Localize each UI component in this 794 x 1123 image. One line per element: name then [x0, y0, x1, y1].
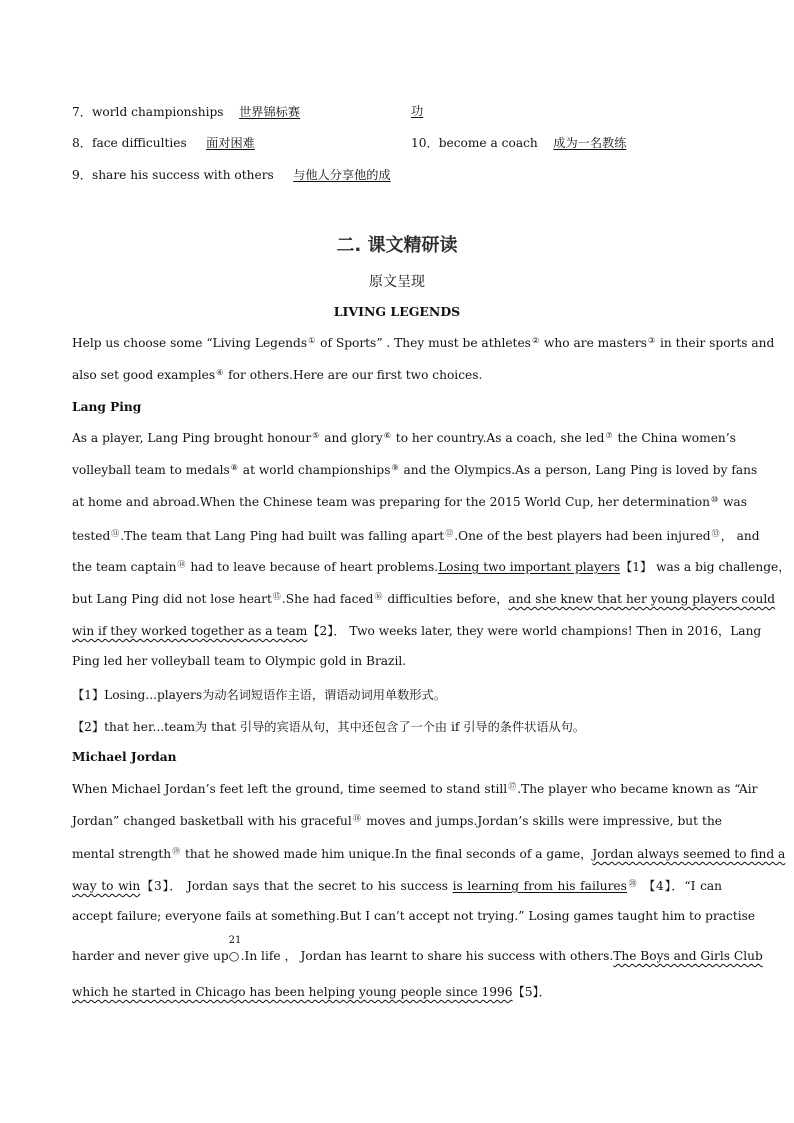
jordan-line-1: When Michael Jordan’s feet left the ground, time seemed to stand still⑰.The player who became known as “Air — [72, 782, 758, 796]
vocab-item-7 — [72, 103, 300, 120]
section-subtitle: 原文呈现 — [369, 274, 425, 290]
note-2: 【2】that her...team为 that 引导的宾语从句，其中还包含了一个由 if 引导的条件状语从句。 — [72, 720, 586, 734]
vocab-item-9 — [72, 166, 391, 183]
jordan-line-3: mental strength⑲ that he showed made him unique.In the final seconds of a game，Jordan always seemed to find a — [72, 847, 786, 861]
vocab-english: face difficulties — [91, 136, 187, 150]
vocab-overflow-char: 功 — [411, 104, 424, 118]
lang-ping-line-4: tested⑪.The team that Lang Ping had built was falling apart⑫.One of the best players had been injured⑬， and — [72, 529, 760, 543]
footnote-marker-21: 21 ○ — [228, 935, 242, 963]
section-title: 二. 课文精研读 — [336, 235, 458, 256]
lang-ping-line-1: As a player, Lang Ping brought honour⑤ and glory⑥ to her country.As a coach, she led⑦ the China women’s — [72, 431, 736, 445]
vocab-english: become a coach — [438, 136, 538, 150]
vocab-english: world championships — [91, 105, 224, 119]
vocab-chinese: 面对困难 — [206, 136, 255, 150]
vocab-number: 10． — [411, 136, 439, 150]
vocab-number: 8． — [72, 136, 92, 150]
article-title: LIVING LEGENDS — [333, 304, 461, 319]
vocab-item-8 — [72, 134, 255, 151]
jordan-heading: Michael Jordan — [72, 750, 177, 764]
jordan-line-2: Jordan” changed basketball with his graceful⑱ moves and jumps.Jordan’s skills were impressive, but the — [72, 814, 723, 828]
vocab-chinese: 与他人分享他的成 — [293, 168, 391, 182]
vocab-chinese: 世界锦标赛 — [239, 105, 301, 119]
jordan-line-7: which he started in Chicago has been helping young people since 1996【5】． — [72, 985, 551, 999]
lang-ping-line-8: Ping led her volleyball team to Olympic gold in Brazil. — [72, 654, 407, 668]
jordan-line-6: harder and never give up 21 ○.In life ， Jordan has learnt to share his success with others.The Boys and Girls Club — [72, 935, 763, 963]
lang-ping-line-6: but Lang Ping did not lose heart⑮.She had faced⑯ difficulties before，and she knew that her young players could — [72, 592, 776, 606]
jordan-line-5: accept failure; everyone fails at something.But I can’t accept not trying.” Losing games taught him to practise — [72, 909, 756, 923]
vocab-item-10 — [411, 134, 626, 151]
lang-ping-line-7: win if they worked together as a team【2】． Two weeks later, they were world champions! Then in 2016，Lang — [72, 624, 762, 638]
lang-ping-line-2: volleyball team to medals⑧ at world championships⑨ and the Olympics.As a person, Lang Ping is loved by fans — [72, 463, 758, 477]
vocab-chinese: 成为一名教练 — [553, 136, 627, 150]
vocab-number: 9． — [72, 168, 92, 182]
lang-ping-heading: Lang Ping — [72, 400, 142, 414]
vocab-english: share his success with others — [91, 168, 274, 182]
lang-ping-line-3: at home and abroad.When the Chinese team was preparing for the 2015 World Cup, her determination⑩ was — [72, 495, 747, 509]
vocab-number: 7． — [72, 105, 92, 119]
jordan-line-4: way to win【3】． Jordan says that the secret to his success is learning from his failures⑳ 【4】．“I can — [72, 879, 723, 893]
note-1: 【1】Losing...players为动名词短语作主语，谓语动词用单数形式。 — [72, 688, 446, 702]
intro-line-1: Help us choose some “Living Legends① of Sports” . They must be athletes② who are masters③ in their sports and — [72, 336, 775, 350]
intro-line-2: also set good examples④ for others.Here are our first two choices. — [72, 368, 483, 382]
lang-ping-line-5: the team captain⑭ had to leave because of heart problems.Losing two important players【1】 was a big challenge， — [72, 560, 791, 574]
